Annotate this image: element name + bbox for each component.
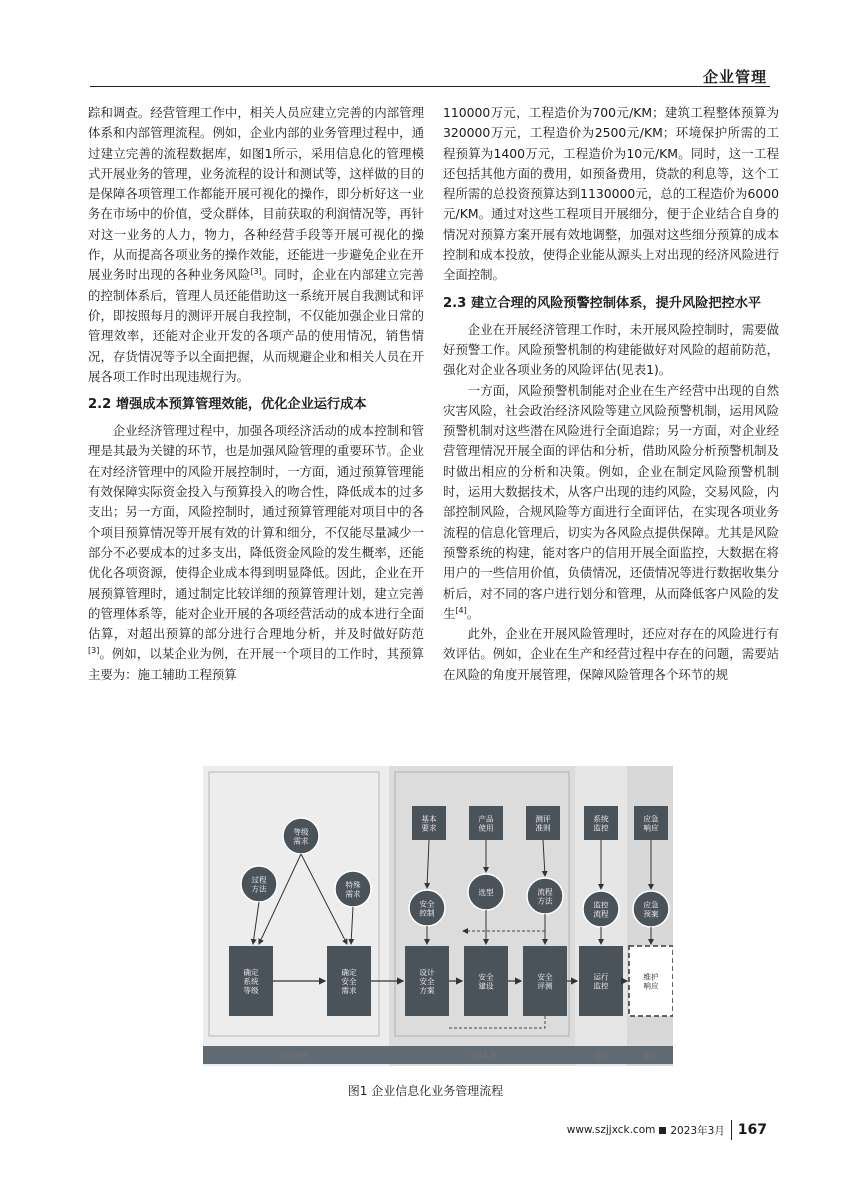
process-circle-label: 流程方法	[537, 887, 553, 906]
section-heading: 2.2 增强成本预算管理效能，优化企业运行成本	[88, 397, 367, 413]
phase-label: 运行	[594, 1052, 608, 1060]
process-box-label: 运行监控	[593, 972, 609, 991]
citation-mark: [4]	[455, 605, 467, 615]
process-box-label: 安全评测	[537, 972, 553, 991]
citation-mark: [3]	[88, 646, 100, 656]
page-number: 167	[737, 1122, 767, 1138]
phase-label: 安全规划	[279, 1052, 307, 1060]
left-column	[88, 103, 424, 685]
paragraph: 企业经济管理过程中，加强各项经济活动的成本控制和管理是其最为关键的环节，也是加强风险管理的重要环节。企业在对经济管理中的风险开展控制时，一方面，通过预算管理能有效保障实际资金投入与预算投入的吻合性，降低成本的过多支出；另一方面，风险控制时，通过预算管理能对项目中的各个项目预算情况等开展有效的计算和细分，不仅能尽量减少一部分不必要成本的过多支出，降低资金风险的发生概率，还能优化各项资源，使得企业成本得到明显降低。因此，企业在开展预算管理时，通过制定比较详细的预算管理计划，建立完善的管理体系等，能对企业开展的各项经营活动的成本进行全面估算，对超出预算的部分进行合理地分析，并及时做好防范[3]。例如，以某企业为例，在开展一个项目的工作时，其预算主要为：施工辅助工程预算	[88, 423, 424, 682]
right-column	[443, 103, 779, 685]
phase-label: 设计实施	[469, 1052, 497, 1060]
figure-1	[203, 766, 673, 1076]
process-box-label: 维护响应	[643, 972, 659, 991]
paragraph: 企业在开展经济管理工作时，未开展风险控制时，需要做好预警工作。风险预警机制的构建能做好对风险的超前防范，强化对企业各项业务的风险评估(见表1)。	[443, 321, 779, 378]
paragraph: 踪和调查。经营管理工作中，相关人员应建立完善的内部管理体系和内部管理流程。例如，企业内部的业务管理过程中，通过建立完善的流程数据库，如图1所示，采用信息化的管理模式开展业务的管理，业务流程的设计和测试等，这样做的目的是保障各项管理工作都能开展可视化的操作，即分析好这一业务在市场中的价值，受众群体，目前获取的利润情况等，再针对这一业务的人力，物力，各种经营手段等开展可视化的操作，从而提高各项业务的操作效能，还能进一步避免企业在开展业务时出现的各种业务风险[3]。同时，企业在内部建立完善的控制体系后，管理人员还能借助这一系统开展自我测试和评价，即按照每月的测评开展自我控制，不仅能加强企业日常的管理效率，还能对企业开发的各项产品的使用情况，销售情况，存货情况等予以全面把握，从而规避企业和相关人员在开展各项工作时出现违规行为。	[88, 105, 424, 384]
process-circle-label: 监控流程	[593, 900, 609, 919]
top-requirement-label: 系统监控	[593, 814, 609, 833]
figure-caption: 图1 企业信息化业务管理流程	[347, 1084, 504, 1098]
process-circle-label: 等级需求	[293, 827, 309, 846]
top-requirement-label: 基本要求	[421, 814, 437, 833]
top-requirement-label: 应急响应	[643, 814, 659, 833]
page-footer	[567, 1120, 767, 1140]
process-circle-label: 过程方法	[251, 875, 267, 894]
footer-url: www.szjjxck.com	[566, 1124, 656, 1136]
process-circle-label: 特殊需求	[345, 880, 361, 899]
header-rule	[90, 86, 770, 87]
phase-label: 维护	[643, 1052, 657, 1060]
footer-square-icon	[659, 1127, 666, 1134]
process-box-label: 确定安全需求	[341, 968, 357, 995]
footer-separator	[731, 1120, 732, 1140]
process-box-label: 设计安全方案	[419, 968, 435, 995]
process-diagram	[203, 766, 673, 1076]
top-requirement-label: 产品使用	[478, 814, 494, 833]
section-heading: 2.3 建立合理的风险预警控制体系，提升风险把控水平	[443, 295, 762, 311]
page-header-title: 企业管理	[702, 68, 767, 86]
paragraph: 110000万元，工程造价为700元/KM；建筑工程整体预算为320000万元，工程造价为2500元/KM；环境保护所需的工程预算为1400万元，工程造价为10元/KM。同时，这一工程还包括其他方面的费用，如预备费用，贷款的利息等，这个工程所需的总投资预算达到1130000元，总的工程造价为6000元/KM。通过对这些工程项目开展细分，便于企业结合自身的情况对预算方案开展有效地调整，加强对这些细分预算的成本控制和成本投放，使得企业能从源头上对出现的经济风险进行全面控制。	[443, 105, 779, 283]
citation-mark: [3]	[250, 267, 262, 277]
process-circle-label: 选型	[478, 888, 494, 897]
process-box-label: 确定系统等级	[243, 968, 259, 995]
process-circle-label: 应急预案	[643, 900, 659, 919]
process-circle-label: 安全控制	[419, 899, 435, 918]
paragraph: 此外，企业在开展风险管理时，还应对存在的风险进行有效评估。例如，企业在生产和经营过程中存在的问题，需要站在风险的角度开展管理，保障风险管理各个环节的规	[443, 626, 779, 682]
top-requirement-label: 测评准则	[535, 814, 551, 833]
paragraph: 一方面，风险预警机制能对企业在生产经营中出现的自然灾害风险，社会政治经济风险等建立风险预警机制，运用风险预警机制对这些潜在风险进行全面追踪；另一方面，对企业经营管理情况开展全面的评估和分析，借助风险分析预警机制及时做出相应的分析和决策。例如，企业在制定风险预警机制时，运用大数据技术，从客户出现的违约风险，交易风险，内部控制风险，合规风险等方面进行全面评估，在实现各项业务流程的信息化管理后，切实为各风险点提供保障。尤其是风险预警系统的构建，能对客户的信用开展全面监控，大数据在将用户的一些信用价值，负债情况，还债情况等进行数据收集分析后，对不同的客户进行划分和管理，从而降低客户风险的发生[4]。	[443, 382, 779, 621]
footer-date: 2023年3月	[670, 1124, 725, 1137]
process-box-label: 安全建设	[478, 972, 494, 991]
